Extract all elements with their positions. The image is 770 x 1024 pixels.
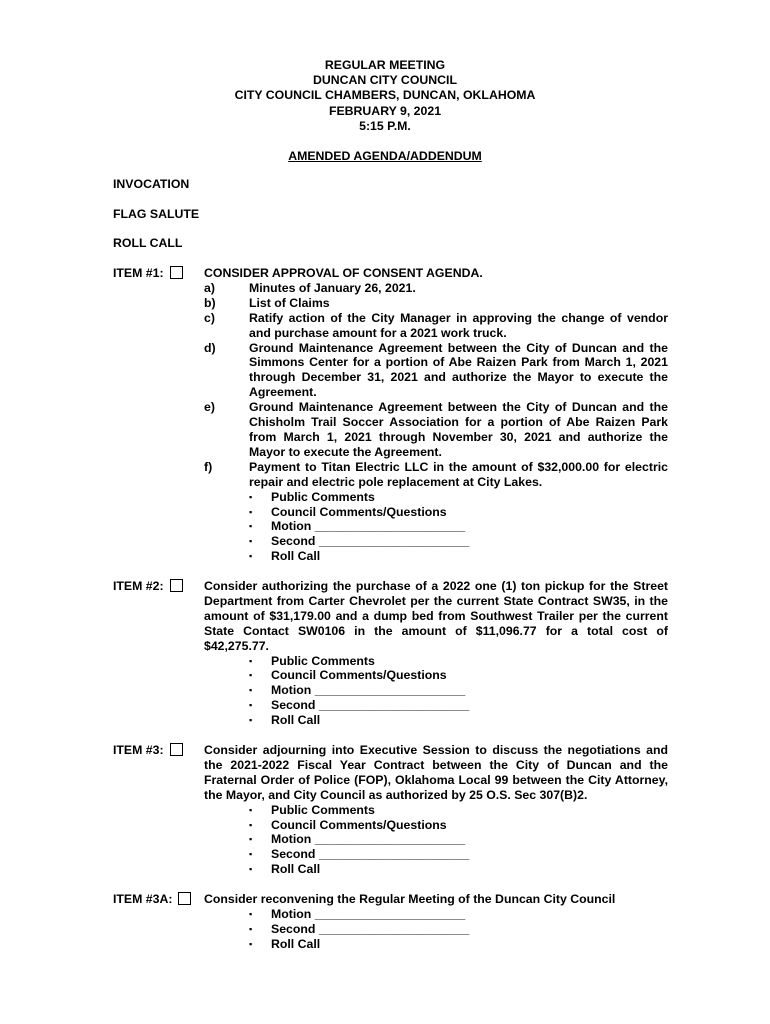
action-text: Motion ______________________ — [271, 832, 466, 847]
action-text: Roll Call — [271, 936, 321, 951]
action-item — [249, 654, 668, 669]
action-item — [249, 922, 668, 937]
subitem-letter: d) — [204, 340, 216, 355]
item-label: ITEM #2: — [113, 579, 164, 593]
action-item — [249, 534, 668, 549]
consent-subitem — [204, 460, 668, 490]
bullet-icon: ▪ — [249, 685, 253, 696]
bullet-icon: ▪ — [249, 670, 253, 681]
action-item — [249, 803, 668, 818]
bullet-icon: ▪ — [249, 715, 253, 726]
subitem-letter: b) — [204, 295, 216, 310]
consent-subitem — [204, 400, 668, 460]
action-list — [249, 803, 668, 878]
bullet-icon: ▪ — [249, 655, 253, 666]
bullet-icon: ▪ — [249, 938, 253, 949]
action-text: Motion ______________________ — [271, 519, 466, 534]
subitem-letter: e) — [204, 400, 215, 415]
bullet-icon: ▪ — [249, 908, 253, 919]
opening-invocation: INVOCATION — [113, 177, 190, 191]
action-text: Roll Call — [271, 862, 321, 877]
consent-subitem — [204, 311, 668, 341]
action-list — [249, 654, 668, 729]
subitem-letter: a) — [204, 280, 215, 295]
meeting-time: 5:15 P.M. — [359, 118, 411, 133]
meeting-type: REGULAR MEETING — [324, 58, 446, 72]
bullet-icon: ▪ — [249, 536, 253, 547]
item-label: ITEM #3A: — [113, 892, 173, 906]
bullet-icon: ▪ — [249, 506, 253, 517]
action-text: Motion ______________________ — [271, 906, 466, 921]
action-text: Second ______________________ — [271, 847, 470, 862]
bullet-icon: ▪ — [249, 834, 253, 845]
action-item — [249, 698, 668, 713]
item-title: CONSIDER APPROVAL OF CONSENT AGENDA. — [204, 266, 483, 280]
subitem-letter: c) — [204, 310, 215, 325]
item-body — [204, 579, 668, 728]
action-text: Motion ______________________ — [271, 683, 466, 698]
agenda-subtitle: AMENDED AGENDA/ADDENDUM — [288, 149, 482, 163]
bullet-icon: ▪ — [249, 491, 253, 502]
item-checkbox[interactable] — [178, 892, 191, 905]
action-item — [249, 937, 668, 952]
action-text: Second ______________________ — [271, 921, 470, 936]
consent-subitem — [204, 296, 668, 311]
item-checkbox[interactable] — [170, 266, 183, 279]
opening-roll-call: ROLL CALL — [113, 236, 183, 250]
item-title: Consider reconvening the Regular Meeting of the Duncan City Council — [204, 892, 616, 906]
action-list — [249, 907, 668, 952]
item-title: Consider authorizing the purchase of a 2022 one (1) ton pickup for the Street Department from Carter Chevrolet per the current State Contract SW35, in the amount of $31,179.00 and a dump bed from Southwest Trailer per the current State Contact SW0106 in the amount of $11,096.77 for a total cost of $42,275.77. — [204, 579, 668, 653]
action-text: Public Comments — [271, 653, 375, 668]
bullet-icon: ▪ — [249, 864, 253, 875]
subitem-text: Ratify action of the City Manager in approving the change of vendor and purchase amount for a 2021 work truck. — [249, 310, 668, 340]
action-text: Council Comments/Questions — [271, 668, 447, 683]
action-item — [249, 668, 668, 683]
action-item — [249, 519, 668, 534]
bullet-icon: ▪ — [249, 804, 253, 815]
bullet-icon: ▪ — [249, 923, 253, 934]
subitem-text: List of Claims — [249, 295, 330, 310]
action-item — [249, 683, 668, 698]
bullet-icon: ▪ — [249, 700, 253, 711]
item-label: ITEM #3: — [113, 743, 164, 757]
action-text: Public Comments — [271, 802, 375, 817]
item-checkbox[interactable] — [170, 743, 183, 756]
action-item — [249, 713, 668, 728]
consent-subitem — [204, 341, 668, 401]
meeting-location: CITY COUNCIL CHAMBERS, DUNCAN, OKLAHOMA — [234, 88, 536, 103]
action-item — [249, 818, 668, 833]
item-title: Consider adjourning into Executive Session to discuss the negotiations and the 2021-2022 Fiscal Year Contract between the City of Duncan and the Fraternal Order of Police (FOP), Oklahoma Local 99 between the City Attorney, the Mayor, and City Council as authorized by 25 O.S. Sec 307(B)2. — [204, 743, 668, 802]
action-text: Second ______________________ — [271, 698, 470, 713]
opening-flag-salute: FLAG SALUTE — [113, 207, 200, 221]
action-item — [249, 832, 668, 847]
action-item — [249, 549, 668, 564]
item-checkbox[interactable] — [170, 579, 183, 592]
action-text: Roll Call — [271, 713, 321, 728]
meeting-date: FEBRUARY 9, 2021 — [328, 103, 442, 118]
action-text: Second ______________________ — [271, 534, 470, 549]
action-list — [249, 490, 668, 565]
action-text: Public Comments — [271, 489, 375, 504]
action-item — [249, 490, 668, 505]
action-item — [249, 847, 668, 862]
consent-subitem — [204, 281, 668, 296]
meeting-header — [0, 58, 770, 134]
subitem-text: Ground Maintenance Agreement between the City of Duncan and the Simmons Center for a portion of Abe Raizen Park from March 1, 2021 through December 31, 2021 and authorize the Mayor to execute the Agreement. — [249, 340, 668, 400]
bullet-icon: ▪ — [249, 819, 253, 830]
action-text: Council Comments/Questions — [271, 817, 447, 832]
subitem-text: Payment to Titan Electric LLC in the amount of $32,000.00 for electric repair and electric pole replacement at City Lakes. — [249, 459, 668, 489]
action-item — [249, 907, 668, 922]
item-body — [204, 892, 668, 952]
subitem-text: Ground Maintenance Agreement between the City of Duncan and the Chisholm Trail Soccer Association for a portion of Abe Raizen Park from March 1, 2021 through November 30, 2021 and authorize the Mayor to execute the Agreement. — [249, 400, 668, 459]
item-body — [204, 266, 668, 564]
subitem-text: Minutes of January 26, 2021. — [249, 280, 416, 295]
bullet-icon: ▪ — [249, 551, 253, 562]
action-item — [249, 862, 668, 877]
bullet-icon: ▪ — [249, 521, 253, 532]
item-label: ITEM #1: — [113, 266, 164, 280]
action-text: Roll Call — [271, 549, 321, 564]
bullet-icon: ▪ — [249, 849, 253, 860]
subitem-letter: f) — [204, 459, 213, 474]
council-name: DUNCAN CITY COUNCIL — [313, 73, 457, 88]
action-item — [249, 505, 668, 520]
item-body — [204, 743, 668, 877]
action-text: Council Comments/Questions — [271, 504, 447, 519]
